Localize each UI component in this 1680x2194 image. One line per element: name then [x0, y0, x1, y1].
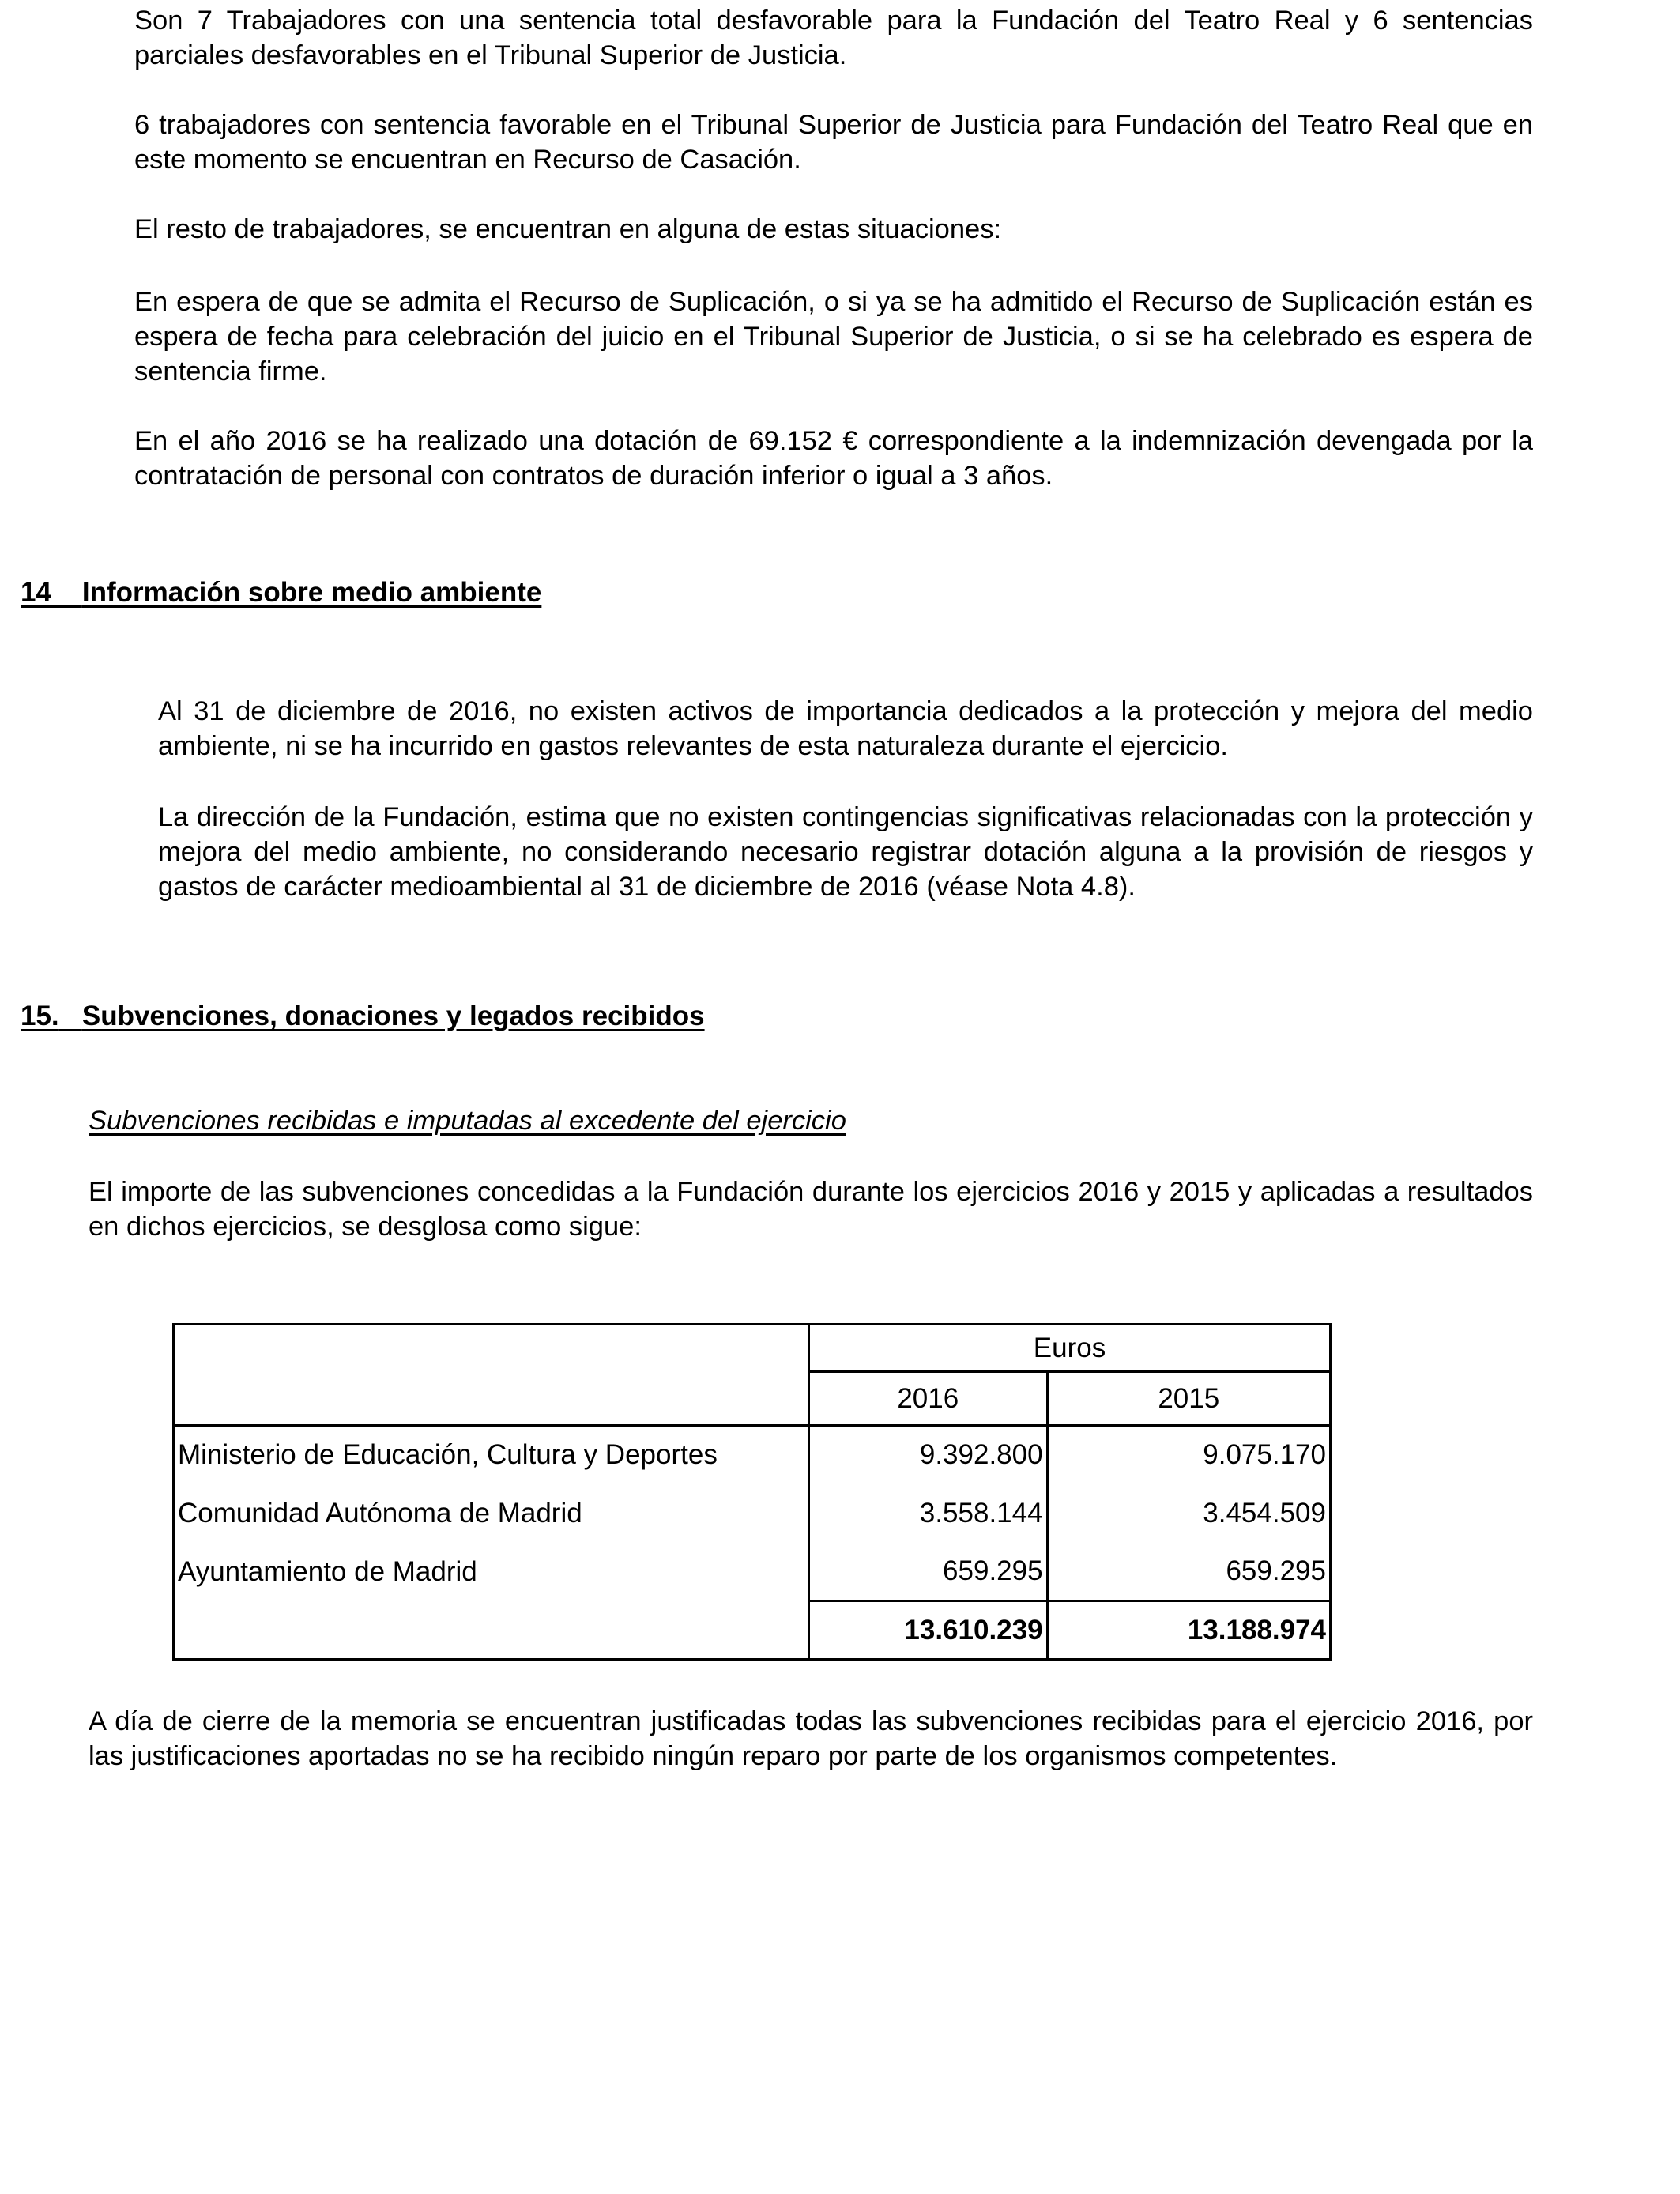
paragraph-contingencias-medioambiente: La dirección de la Fundación, estima que no existen contingencias significativas relacionadas con la protección y mejora del medio ambiente, no considerando necesario registrar dotación alguna a la provisión de riesgos y gastos de carácter medioambiental al 31 de diciembre de 2016 (véase Nota 4.8). — [158, 802, 1533, 902]
table-row — [174, 1426, 1331, 1484]
row-value-2015: 3.454.509 — [1047, 1484, 1330, 1543]
paragraph-sentencias: Son 7 Trabajadores con una sentencia total desfavorable para la Fundación del Teatro Real y 6 sentencias parciales desfavorables en el Tribunal Superior de Justicia. — [134, 6, 1533, 70]
table-header-row-currency — [174, 1325, 1331, 1372]
section-15-number: 15. — [21, 1001, 59, 1031]
section-14-heading — [21, 575, 541, 610]
total-label-blank-cell — [174, 1601, 809, 1660]
paragraph-dotacion-indemnizacion: En el año 2016 se ha realizado una dotación de 69.152 € correspondiente a la indemnización devengada por la contratación de personal con contratos de duración inferior o igual a 3 años. — [134, 426, 1533, 491]
row-value-2015: 9.075.170 — [1047, 1426, 1330, 1484]
row-value-2016: 9.392.800 — [808, 1426, 1047, 1484]
row-value-2016: 659.295 — [808, 1543, 1047, 1601]
subheading-subvenciones: Subvenciones recibidas e imputadas al excedente del ejercicio — [89, 1106, 846, 1136]
total-2015: 13.188.974 — [1047, 1601, 1330, 1660]
table-row — [174, 1484, 1331, 1543]
table-header-blank-cell — [174, 1325, 809, 1426]
table-total-row — [174, 1601, 1331, 1660]
table-row — [174, 1543, 1331, 1601]
total-2016: 13.610.239 — [808, 1601, 1047, 1660]
paragraph-importe-subvenciones: El importe de las subvenciones concedidas a la Fundación durante los ejercicios 2016 y 2015 y aplicadas a resultados en dichos ejercicios, se desglosa como sigue: — [89, 1177, 1533, 1242]
paragraph-resto-trabajadores: El resto de trabajadores, se encuentran en alguna de estas situaciones: — [134, 214, 1002, 244]
year-header-2016: 2016 — [808, 1372, 1047, 1426]
row-label-comunidad: Comunidad Autónoma de Madrid — [174, 1484, 809, 1543]
section-14-title: Información sobre medio ambiente — [81, 577, 542, 608]
paragraph-activos-medioambiente: Al 31 de diciembre de 2016, no existen activos de importancia dedicados a la protección y mejora del medio ambiente, ni se ha incurrido en gastos relevantes de esta naturaleza durante el ejercicio. — [158, 696, 1533, 761]
currency-header: Euros — [808, 1325, 1330, 1372]
section-14-number: 14 — [21, 577, 51, 608]
subsidies-table — [172, 1323, 1332, 1661]
section-15-heading — [21, 999, 705, 1034]
paragraph-recurso-casacion: 6 trabajadores con sentencia favorable en el Tribunal Superior de Justicia para Fundación del Teatro Real que en este momento se encuentran en Recurso de Casación. — [134, 110, 1533, 175]
section-15-title: Subvenciones, donaciones y legados recibidos — [81, 1001, 705, 1031]
row-label-ayuntamiento: Ayuntamiento de Madrid — [174, 1543, 809, 1601]
row-value-2016: 3.558.144 — [808, 1484, 1047, 1543]
row-label-ministerio: Ministerio de Educación, Cultura y Deportes — [174, 1426, 809, 1484]
paragraph-cierre-memoria: A día de cierre de la memoria se encuentran justificadas todas las subvenciones recibidas para el ejercicio 2016, por las justificaciones aportadas no se ha recibido ningún reparo por parte de los organismos competentes. — [89, 1706, 1533, 1771]
row-value-2015: 659.295 — [1047, 1543, 1330, 1601]
year-header-2015: 2015 — [1047, 1372, 1330, 1426]
paragraph-recurso-suplicacion: En espera de que se admita el Recurso de Suplicación, o si ya se ha admitido el Recurso de Suplicación están es espera de fecha para celebración del juicio en el Tribunal Superior de Justicia, o si se ha celebrado es espera de sentencia firme. — [134, 287, 1533, 386]
